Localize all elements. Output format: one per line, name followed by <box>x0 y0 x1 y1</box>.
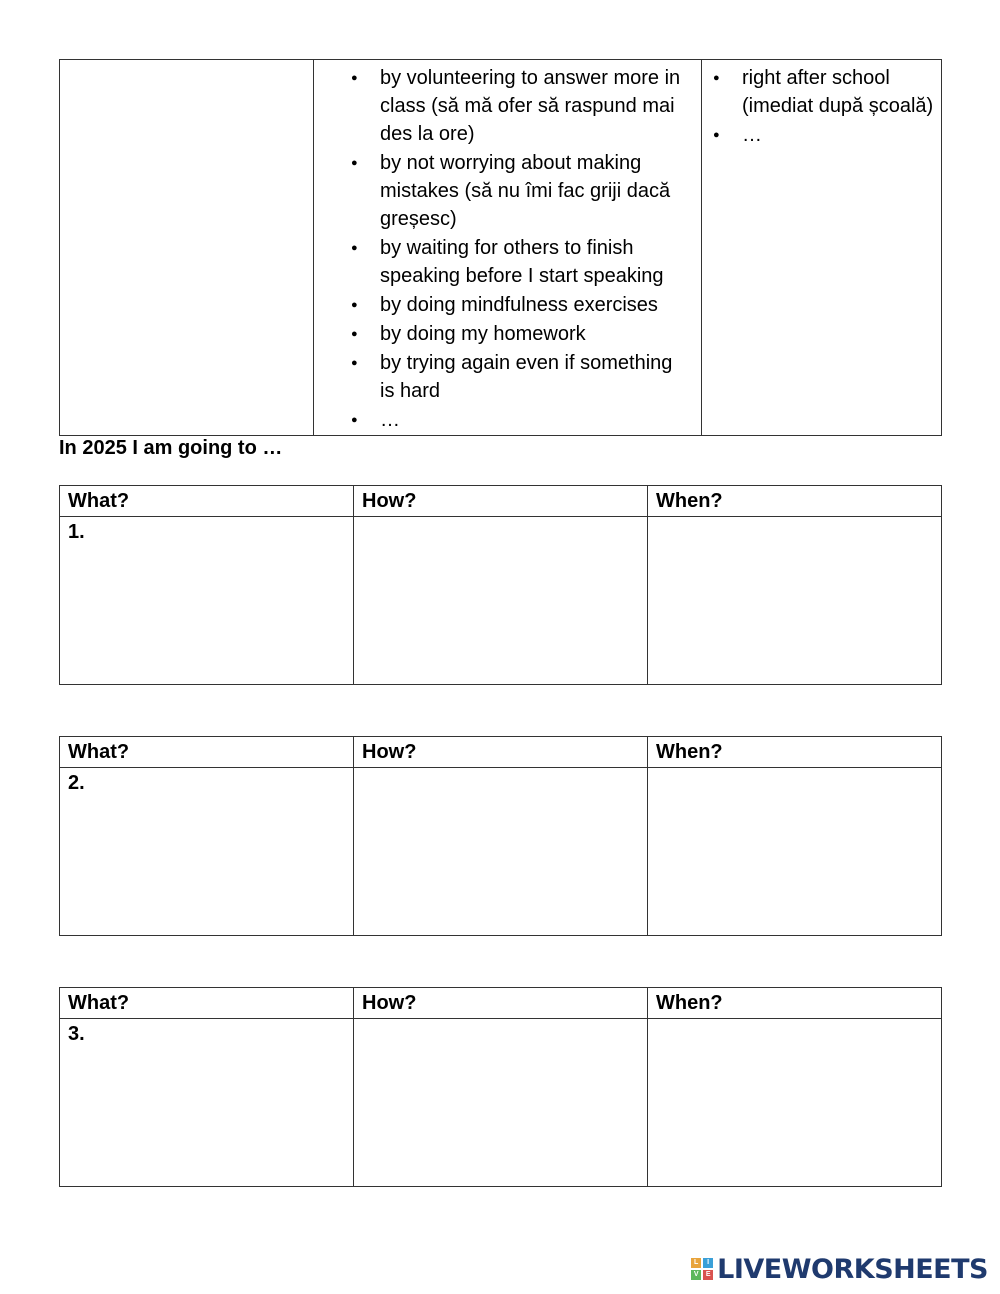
what-header: What? <box>60 737 354 768</box>
logo-block: I <box>703 1258 713 1268</box>
how-examples-cell <box>314 60 702 436</box>
when-answer-cell[interactable] <box>648 768 942 936</box>
how-example-item: ● by doing mindfulness exercises <box>314 291 691 319</box>
when-header: When? <box>648 988 942 1019</box>
liveworksheets-logo <box>691 1254 988 1284</box>
when-examples-cell <box>702 60 942 436</box>
what-answer-cell[interactable] <box>60 517 354 685</box>
how-example-item: ● … <box>314 406 691 434</box>
when-example-item: ● right after school (imediat după școală) <box>676 64 935 120</box>
how-answer-cell[interactable] <box>354 1019 648 1187</box>
how-answer-cell[interactable] <box>354 768 648 936</box>
plan-table-2 <box>59 736 942 936</box>
logo-blocks-icon <box>691 1258 713 1280</box>
how-answer-cell[interactable] <box>354 517 648 685</box>
plan-number: 1. <box>68 521 85 543</box>
how-example-item: ● by volunteering to answer more in class (să mă ofer să raspund mai des la ore) <box>314 64 691 148</box>
what-answer-cell[interactable] <box>60 1019 354 1187</box>
habits-col1-cell <box>60 60 314 436</box>
logo-text: LIVEWORKSHEETS <box>717 1253 988 1285</box>
logo-block: V <box>691 1270 701 1280</box>
plan-table-1 <box>59 485 942 685</box>
when-answer-cell[interactable] <box>648 1019 942 1187</box>
section-title: In 2025 I am going to … <box>59 437 283 459</box>
how-example-item: ● by doing my homework <box>314 320 691 348</box>
when-example-item: ● … <box>676 121 935 149</box>
what-answer-cell[interactable] <box>60 768 354 936</box>
when-header: When? <box>648 737 942 768</box>
logo-block: E <box>703 1270 713 1280</box>
plan-table-3 <box>59 987 942 1187</box>
logo-block: L <box>691 1258 701 1268</box>
how-header: How? <box>354 486 648 517</box>
when-header: When? <box>648 486 942 517</box>
how-example-item: ● by trying again even if something is hard <box>314 349 691 405</box>
how-example-item: ● by waiting for others to finish speaking before I start speaking <box>314 234 691 290</box>
plan-number: 3. <box>68 1023 85 1045</box>
how-header: How? <box>354 988 648 1019</box>
when-answer-cell[interactable] <box>648 517 942 685</box>
plan-number: 2. <box>68 772 85 794</box>
how-example-item: ● by not worrying about making mistakes (să nu îmi fac griji dacă greșesc) <box>314 149 691 233</box>
habits-table <box>59 59 942 436</box>
how-header: How? <box>354 737 648 768</box>
what-header: What? <box>60 988 354 1019</box>
what-header: What? <box>60 486 354 517</box>
